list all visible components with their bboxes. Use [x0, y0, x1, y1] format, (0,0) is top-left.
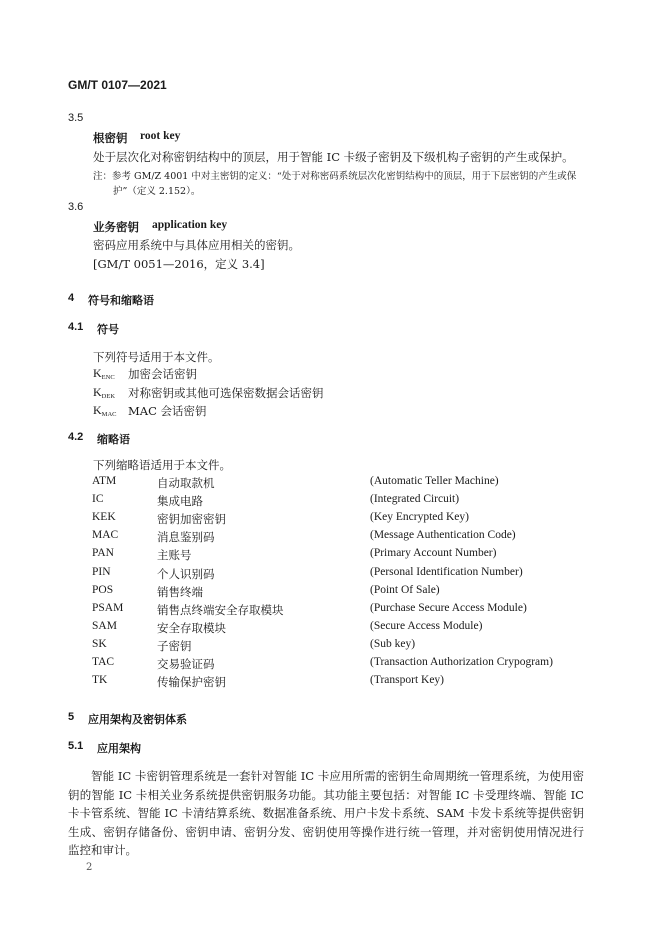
symbols-intro: 下列符号适用于本文件。 — [93, 350, 220, 364]
abbr-pan-cn: 主账号 — [157, 548, 192, 562]
definition-application-key: 密码应用系统中与具体应用相关的密钥。 — [93, 238, 300, 252]
abbr-sam-cn: 安全存取模块 — [157, 621, 226, 635]
abbr-mac-cn: 消息鉴别码 — [157, 530, 215, 544]
section-title-5: 应用架构及密钥体系 — [88, 714, 187, 726]
document-id: GM/T 0107—2021 — [68, 78, 167, 92]
symbol-k-mac: $K_{MAC}$ — [93, 403, 117, 418]
abbr-pos-cn: 销售终端 — [157, 585, 203, 599]
abbr-tac-cn: 交易验证码 — [157, 657, 215, 671]
symbol-k-enc: $K_{ENC}$ — [93, 366, 115, 381]
abbr-ic: IC — [92, 493, 104, 505]
clause-title-5-1: 应用架构 — [97, 743, 141, 755]
note-root-key-line2: 护”（定义 2.152）。 — [113, 186, 201, 197]
term-application-key-cn: 业务密钥 — [93, 222, 139, 234]
symbol-k-enc-desc: 加密会话密钥 — [128, 367, 197, 381]
clause-number-4-2: 4.2 — [68, 431, 84, 443]
abbr-pan: PAN — [92, 547, 114, 559]
clause-number-3-5: 3.5 — [68, 112, 84, 124]
clause-title-4-1: 符号 — [97, 324, 119, 336]
abbr-mac-en: (Message Authentication Code) — [370, 529, 516, 541]
abbr-mac: MAC — [92, 529, 119, 541]
definition-root-key: 处于层次化对称密钥结构中的顶层，用于智能 IC 卡级子密钥及下级机构子密钥的产生或保护。 — [93, 150, 574, 164]
note-root-key-line1: 注：参考 GM/Z 4001 中对主密钥的定义：“处于对称密码系统层次化密钥结构中的顶层，用于下层密钥的产生或保 — [93, 171, 577, 182]
paragraph-application-architecture: 智能 IC 卡密钥管理系统是一套针对智能 IC 卡应用所需的密钥生命周期统一管理系统，为使用密钥的智能 IC 卡相关业务系统提供密钥服务功能。其功能主要包括：对智能 IC 卡受理终端、智能 IC 卡卡管系统、智能 IC 卡清结算系统、数据准备系统、用户卡发卡系统、SAM 卡发卡系统等提供密钥生成、密钥存储备份、密钥申请、密钥分发、密钥使用等操作进行统一管理，并对密钥使用情况进行监控和审计。 — [68, 769, 584, 857]
abbr-sam: SAM — [92, 620, 117, 632]
abbr-pos: POS — [92, 584, 114, 596]
abbr-ic-cn: 集成电路 — [157, 494, 203, 508]
abbreviations-intro: 下列缩略语适用于本文件。 — [93, 458, 231, 472]
source-application-key: [GM/T 0051—2016，定义 3.4] — [93, 257, 265, 271]
abbr-kek-cn: 密钥加密密钥 — [157, 512, 226, 526]
abbr-tac: TAC — [92, 656, 115, 668]
clause-number-3-6: 3.6 — [68, 201, 84, 213]
abbr-sk: SK — [92, 638, 107, 650]
abbr-pin-en: (Personal Identification Number) — [370, 566, 523, 578]
abbr-atm: ATM — [92, 475, 117, 487]
term-root-key-cn: 根密钥 — [93, 133, 128, 145]
abbr-psam-cn: 销售点终端安全存取模块 — [157, 603, 284, 617]
abbr-ic-en: (Integrated Circuit) — [370, 493, 460, 505]
abbr-kek: KEK — [92, 511, 116, 523]
section-title-4: 符号和缩略语 — [88, 295, 154, 307]
abbr-pos-en: (Point Of Sale) — [370, 584, 440, 596]
abbr-sam-en: (Secure Access Module) — [370, 620, 483, 632]
clause-title-4-2: 缩略语 — [97, 434, 130, 446]
page-number: 2 — [86, 862, 93, 873]
abbr-tk: TK — [92, 674, 108, 686]
abbr-kek-en: (Key Encrypted Key) — [370, 511, 469, 523]
symbol-k-mac-desc: MAC 会话密钥 — [128, 404, 207, 418]
abbr-psam-en: (Purchase Secure Access Module) — [370, 602, 527, 614]
term-application-key-en: application key — [152, 219, 228, 231]
symbol-k-dek-desc: 对称密钥或其他可选保密数据会话密钥 — [128, 386, 324, 400]
abbr-atm-cn: 自动取款机 — [157, 476, 215, 490]
abbr-tk-cn: 传输保护密钥 — [157, 675, 226, 689]
section-number-4: 4 — [68, 292, 75, 304]
abbr-atm-en: (Automatic Teller Machine) — [370, 475, 499, 487]
abbr-tk-en: (Transport Key) — [370, 674, 444, 686]
clause-number-4-1: 4.1 — [68, 321, 84, 333]
abbr-tac-en: (Transaction Authorization Crypogram) — [370, 656, 553, 668]
abbr-pin: PIN — [92, 566, 111, 578]
abbr-sk-en: (Sub key) — [370, 638, 416, 650]
term-root-key-en: root key — [140, 130, 181, 142]
clause-number-5-1: 5.1 — [68, 740, 84, 752]
symbol-k-dek: $K_{DEK}$ — [93, 385, 116, 400]
abbr-sk-cn: 子密钥 — [157, 639, 192, 653]
abbr-psam: PSAM — [92, 602, 124, 614]
abbr-pan-en: (Primary Account Number) — [370, 547, 497, 559]
section-number-5: 5 — [68, 711, 75, 723]
abbr-pin-cn: 个人识别码 — [157, 567, 215, 581]
